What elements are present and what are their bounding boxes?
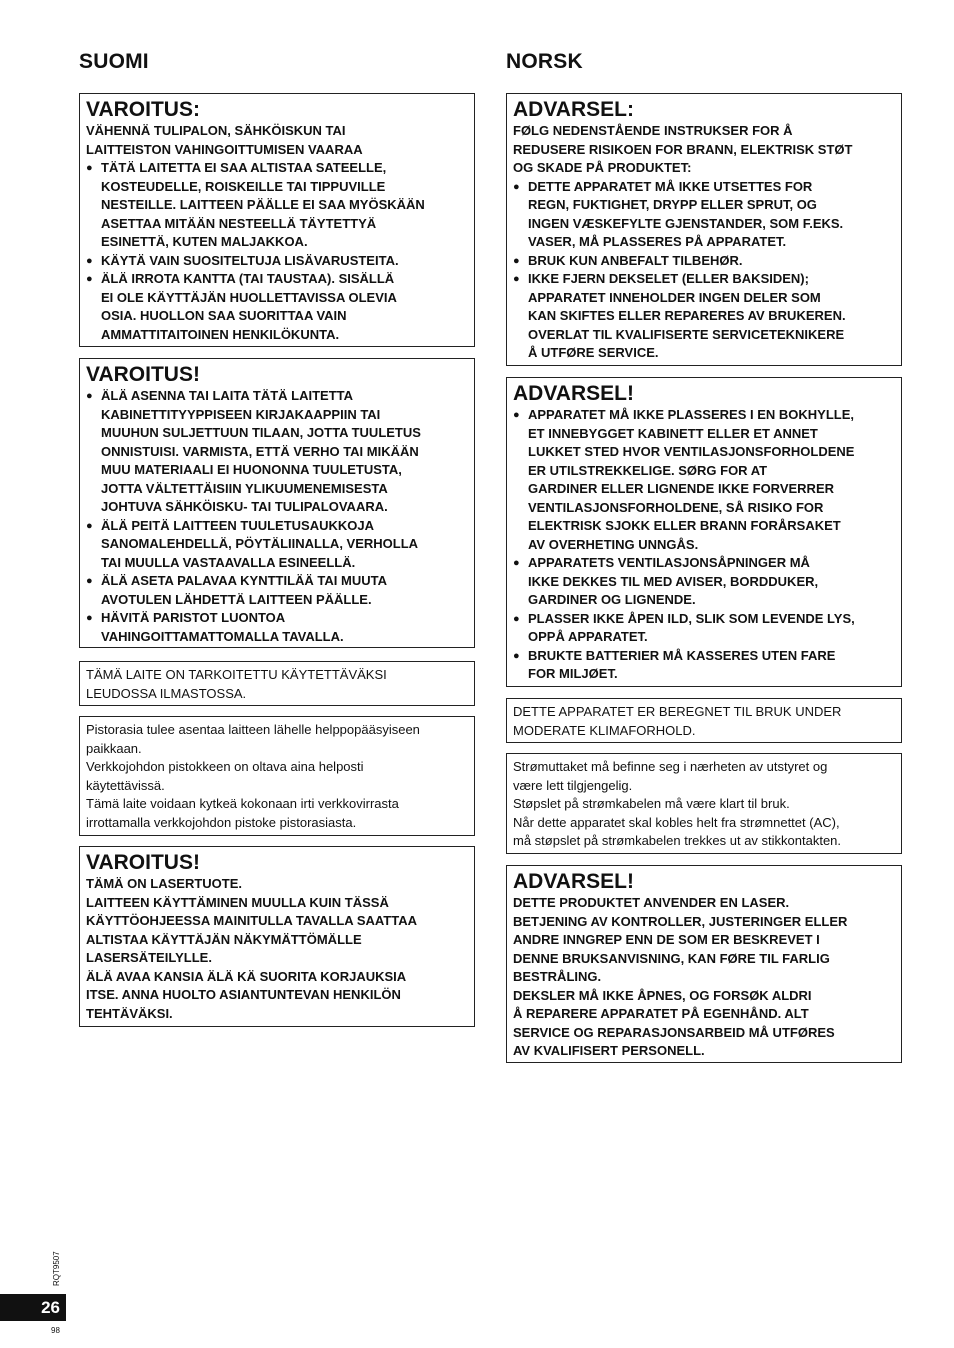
bullet-icon: ● xyxy=(513,254,520,267)
suomi-climate-note: TÄMÄ LAITE ON TARKOITETTU KÄYTETTÄVÄKSI LEUDOSSA ILMASTOSSA. xyxy=(79,661,475,706)
warning-title: VAROITUS! xyxy=(86,363,200,386)
warning-title: ADVARSEL! xyxy=(513,382,634,405)
bullet-icon: ● xyxy=(513,409,520,421)
bullet-icon: ● xyxy=(513,180,520,193)
warning-intro: FØLG NEDENSTÅENDE INSTRUKSER FOR Å REDUSERE RISIKOEN FOR BRANN, ELEKTRISK STØT OG SKADE PÅ PRODUKTET: xyxy=(513,123,853,175)
suomi-laser-warning-box xyxy=(79,846,475,1027)
suomi-warning-box-1 xyxy=(79,93,475,347)
footer-small-number: 98 xyxy=(51,1326,60,1335)
warning-title: ADVARSEL! xyxy=(513,870,634,893)
warning-title: VAROITUS! xyxy=(86,851,200,874)
bullet-icon: ● xyxy=(513,273,520,285)
bullet-icon: ● xyxy=(513,612,520,625)
suomi-socket-note: Pistorasia tulee asentaa laitteen lähelle helppopääsyiseen paikkaan. Verkkojohdon pistokkeen on oltava aina helposti käytettävissä. Tämä laite voidaan kytkeä kokonaan irti verkkovirrasta irrottamalla verkkojohdon pistoke pistorasiasta. xyxy=(79,716,475,836)
warning-title: VAROITUS: xyxy=(86,98,200,121)
bullet-item: ● ÄLÄ ASETA PALAVAA KYNTTILÄÄ TAI MUUTA AVOTULEN LÄHDETTÄ LAITTEEN PÄÄLLE. xyxy=(86,572,468,609)
bullet-icon: ● xyxy=(86,162,93,174)
norsk-socket-note: Strømuttaket må befinne seg i nærheten av utstyret og være lett tilgjengelig. Støpslet på strømkabelen må være klart til bruk. Når dette apparatet skal kobles helt fra strømnettet (AC), må støpslet på strømkabelen trekkes ut av stikkontakten. xyxy=(506,753,902,854)
suomi-heading: SUOMI xyxy=(79,50,149,73)
suomi-warning-box-2 xyxy=(79,358,475,648)
warning-title: ADVARSEL: xyxy=(513,98,634,121)
norsk-heading: NORSK xyxy=(506,50,583,73)
bullet-item: ● IKKE FJERN DEKSELET (ELLER BAKSIDEN); APPARATET INNEHOLDER INGEN DELER SOM KAN SKIFTES ELLER REPARERES AV BRUKEREN. OVERLAT TIL KVALIFISERTE SERVICETEKNIKERE Å UTFØRE SERVICE. xyxy=(513,270,895,363)
bullet-item: ● HÄVITÄ PARISTOT LUONTOA VAHINGOITTAMATTOMALLA TAVALLA. xyxy=(86,609,468,646)
bullet-icon: ● xyxy=(513,649,520,662)
norsk-warning-box-2 xyxy=(506,377,902,687)
norsk-climate-note: DETTE APPARATET ER BEREGNET TIL BRUK UNDER MODERATE KLIMAFORHOLD. xyxy=(506,698,902,743)
page-number: 26 xyxy=(0,1294,66,1321)
warning-text: TÄMÄ ON LASERTUOTE. LAITTEEN KÄYTTÄMINEN MUULLA KUIN TÄSSÄ KÄYTTÖOHJEESSA MAINITULLA TAVALLA SAATTAA ALTISTAA KÄYTTÄJÄN NÄKYMÄTTÖMÄLLE LASERSÄTEILYLLE. ÄLÄ AVAA KANSIA ÄLÄ KÄ SUORITA KORJAUKSIA ITSE. ANNA HUOLTO ASIANTUNTEVAN HENKILÖN TEHTÄVÄKSI. xyxy=(86,876,417,1021)
bullet-icon: ● xyxy=(86,612,93,624)
bullet-icon: ● xyxy=(86,519,93,532)
bullet-item: ● TÄTÄ LAITETTA EI SAA ALTISTAA SATEELLE, KOSTEUDELLE, ROISKEILLE TAI TIPPUVILLE NESTEILLE. LAITTEEN PÄÄLLE EI SAA MYÖSKÄÄN ASETTAA MITÄÄN NESTEELLÄ TÄYTETTYÄ ESINETTÄ, KUTEN MALJAKKOA. xyxy=(86,159,468,252)
bullet-item: ● ÄLÄ IRROTA KANTTA (TAI TAUSTAA). SISÄLLÄ EI OLE KÄYTTÄJÄN HUOLLETTAVISSA OLEVIA OSIA. HUOLLON SAA SUORITTAA VAIN AMMATTITAITOINEN HENKILÖKUNTA. xyxy=(86,270,468,344)
bullet-item: ● APPARATETS VENTILASJONSÅPNINGER MÅ IKKE DEKKES TIL MED AVISER, BORDDUKER, GARDINER OG LIGNENDE. xyxy=(513,554,895,610)
bullet-item: ● ÄLÄ PEITÄ LAITTEEN TUULETUSAUKKOJA SANOMALEHDELLÄ, PÖYTÄLIINALLA, VERHOLLA TAI MUULLA VASTAAVALLA ESINEELLÄ. xyxy=(86,517,468,573)
bullet-icon: ● xyxy=(513,557,520,569)
bullet-item: ● ÄLÄ ASENNA TAI LAITA TÄTÄ LAITETTA KABINETTITYYPPISEEN KIRJAKAAPPIIN TAI MUUHUN SULJETTUUN TILAAN, JOTTA TUULETUS ONNISTUISI. VARMISTA, ETTÄ VERHO TAI MIKÄÄN MUU MATERIAALI EI HUONONNA TUULETUSTA, JOTTA VÄLTETTÄISIIN YLIKUUMENEMISESTA JOHTUVA SÄHKÖISKU- TAI TULIPALOVAARA. xyxy=(86,387,468,517)
bullet-item: ● PLASSER IKKE ÅPEN ILD, SLIK SOM LEVENDE LYS, OPPÅ APPARATET. xyxy=(513,610,895,647)
bullet-item: ● BRUK KUN ANBEFALT TILBEHØR. xyxy=(513,252,895,271)
bullet-icon: ● xyxy=(86,575,93,587)
bullet-icon: ● xyxy=(86,254,93,267)
bullet-item: ● KÄYTÄ VAIN SUOSITELTUJA LISÄVARUSTEITA. xyxy=(86,252,468,271)
warning-text: DETTE PRODUKTET ANVENDER EN LASER. BETJENING AV KONTROLLER, JUSTERINGER ELLER ANDRE INNGREP ENN DE SOM ER BESKREVET I DENNE BRUKSANVISNING, KAN FØRE TIL FARLIG BESTRÅLING. DEKSLER MÅ IKKE ÅPNES, OG FORSØK ALDRI Å REPARERE APPARATET PÅ EGENHÅND. ALT SERVICE OG REPARASJONSARBEID MÅ UTFØRES AV KVALIFISERT PERSONELL. xyxy=(513,895,848,1058)
bullet-icon: ● xyxy=(86,390,93,402)
norsk-warning-box-1 xyxy=(506,93,902,366)
bullet-icon: ● xyxy=(86,273,93,285)
norsk-laser-warning-box xyxy=(506,865,902,1063)
document-code: RQT9507 xyxy=(52,1251,61,1286)
bullet-item: ● DETTE APPARATET MÅ IKKE UTSETTES FOR REGN, FUKTIGHET, DRYPP ELLER SPRUT, OG INGEN VÆSKEFYLTE GJENSTANDER, SOM F.EKS. VASER, MÅ PLASSERES PÅ APPARATET. xyxy=(513,178,895,252)
bullet-item: ● BRUKTE BATTERIER MÅ KASSERES UTEN FARE FOR MILJØET. xyxy=(513,647,895,684)
warning-intro: VÄHENNÄ TULIPALON, SÄHKÖISKUN TAI LAITTEISTON VAHINGOITTUMISEN VAARAA xyxy=(86,123,363,157)
bullet-item: ● APPARATET MÅ IKKE PLASSERES I EN BOKHYLLE, ET INNEBYGGET KABINETT ELLER ET ANNET LUKKET STED HVOR VENTILASJONSFORHOLDENE ER UTILSTREKKELIGE. SØRG FOR AT GARDINER ELLER LIGNENDE IKKE FORVERRER VENTILASJONSFORHOLDENE, SÅ RISIKO FOR ELEKTRISK SJOKK ELLER BRANN FORÅRSAKET AV OVERHETING UNNGÅS. xyxy=(513,406,895,554)
